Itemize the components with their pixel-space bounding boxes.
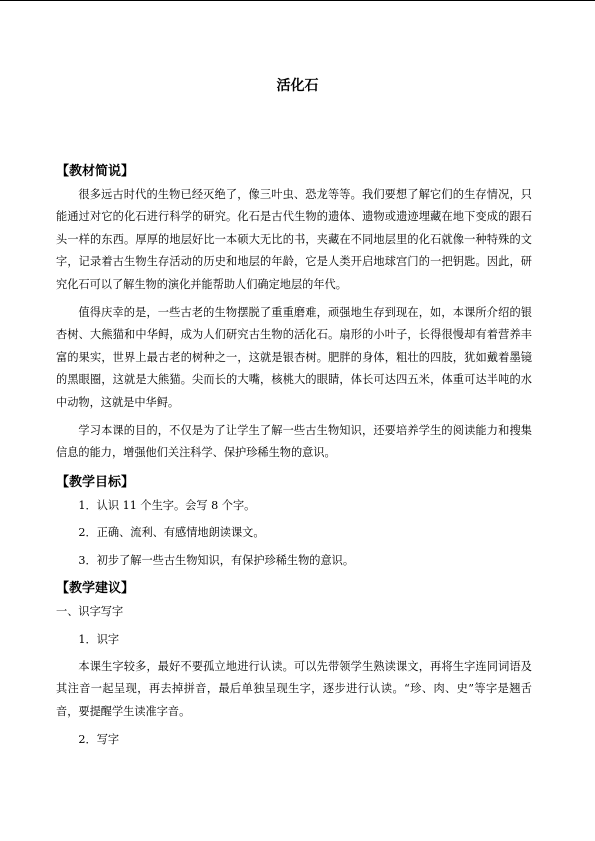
section-heading-goals: 【教学目标】: [56, 474, 135, 490]
page-title: 活化石: [276, 78, 319, 94]
suggestion-part-1: 一、识字写字: [56, 605, 124, 619]
suggestion-sub-2: 2．写字: [78, 733, 120, 747]
intro-paragraph-2: 值得庆幸的是，一些古老的生物摆脱了重重磨难，顽强地生存到现在，如，本课所介绍的银杏树、大熊猫和中华鲟，成为人们研究古生物的活化石。扇形的小叶子，长得很慢却有着营养丰富的果实，世界上最古老的树种之一，这就是银杏树。肥胖的身体，粗壮的四肢，犹如戴着墨镜的黑眼圈，这就是大熊猫。尖而长的大嘴，核桃大的眼睛，体长可达四五米，体重可达半吨的水中动物，这就是中华鲟。: [56, 306, 532, 409]
top-rule: [0, 0, 595, 1]
intro-paragraph-1: 很多远古时代的生物已经灭绝了，像三叶虫、恐龙等等。我们要想了解它们的生存情况，只能通过对它的化石进行科学的研究。化石是古代生物的遗体、遗物或遗迹埋藏在地下变成的跟石头一样的东西。厚厚的地层好比一本硕大无比的书，夹藏在不同地层里的化石就像一种特殊的文字，记录着古生物生存活动的历史和地层的年龄，它是人类开启地球宫门的一把钥匙。因此，研究化石可以了解生物的演化并能帮助人们确定地层的年代。: [56, 188, 532, 291]
document-body: [56, 160, 532, 757]
goal-item-1: 1．认识 11 个生字。会写 8 个字。: [78, 498, 256, 512]
section-heading-intro: 【教材简说】: [56, 164, 135, 179]
section-heading-suggestions: 【教学建议】: [56, 581, 135, 597]
goal-item-2: 2．正确、流利、有感情地朗读课文。: [78, 526, 265, 540]
intro-paragraph-3: 学习本课的目的，不仅是为了让学生了解一些古生物知识，还要培养学生的阅读能力和搜集信息的能力，增强他们关注科学、保护珍稀生物的意识。: [56, 424, 532, 460]
goal-item-3: 3．初步了解一些古生物知识，有保护珍稀生物的意识。: [78, 553, 355, 567]
suggestion-sub-1-text: 本课生字较多，最好不要孤立地进行认读。可以先带领学生熟读课文，再将生字连同词语及其注音一起呈现，再去掉拼音，最后单独呈现生字，逐步进行认读。“珍、肉、史”等字是翘舌音，要提醒学生读准字音。: [56, 659, 532, 718]
suggestion-sub-1: 1．识字: [78, 632, 120, 646]
